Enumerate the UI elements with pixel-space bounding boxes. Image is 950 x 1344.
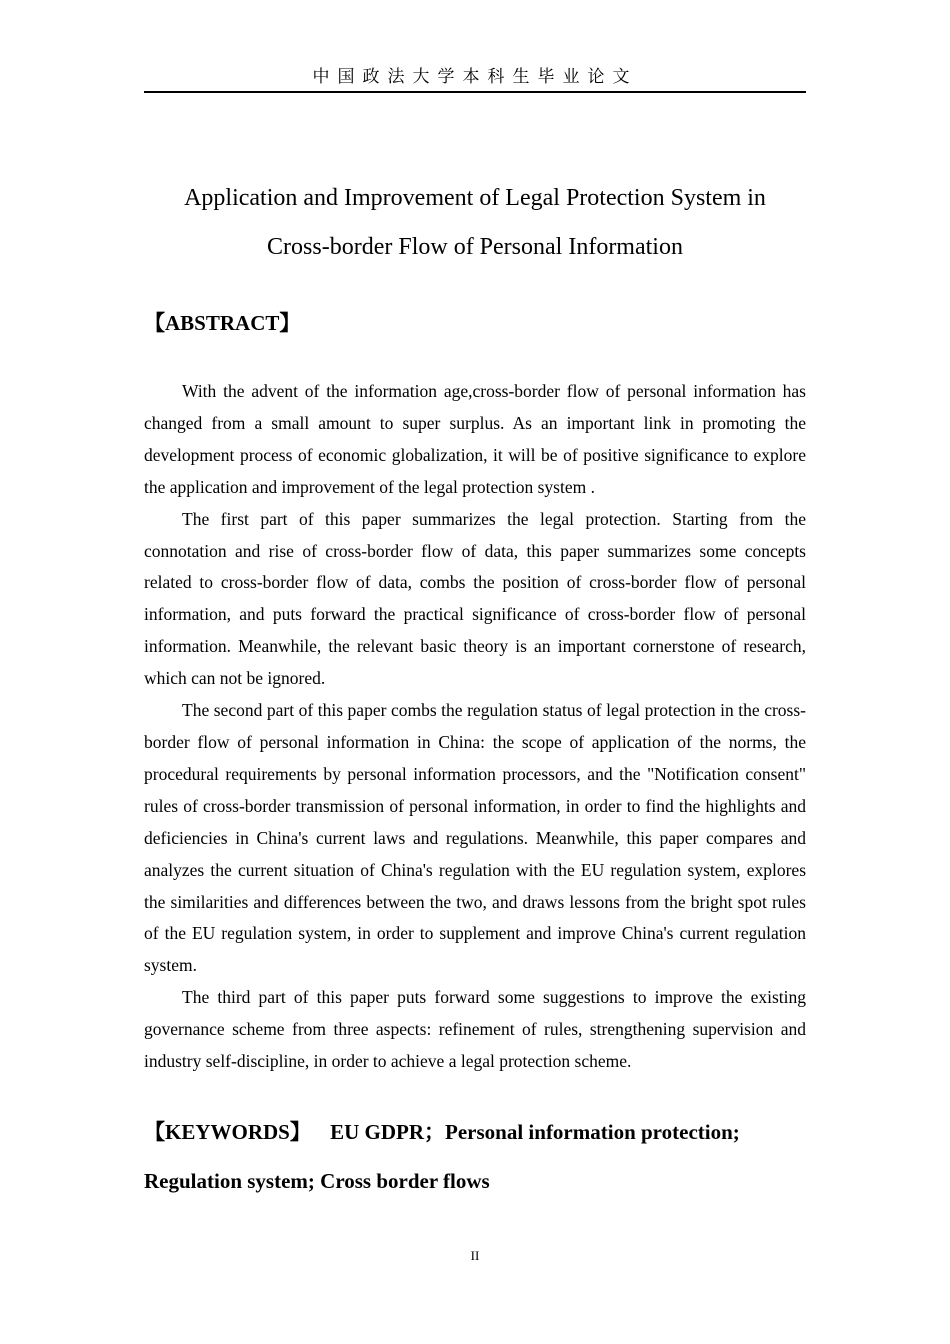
abstract-body [144, 376, 806, 1078]
page-header: 中国政法大学本科生毕业论文 [312, 67, 638, 87]
page-number: II [470, 1248, 480, 1263]
paper-title-line-1: Application and Improvement of Legal Protection System in [184, 185, 766, 211]
abstract-paragraph-3: The second part of this paper combs the regulation status of legal protection in the cross-border flow of personal information in China: the scope of application of the norms, the procedural requirements by personal information processors, and the "Notification consent" rules of cross-border transmission of personal information, in order to find the highlights and deficiencies in China's current laws and regulations. Meanwhile, this paper compares and analyzes the current situation of China's regulation with the EU regulation system, explores the similarities and differences between the two, and draws lessons from the bright spot rules of the EU regulation system, in order to supplement and improve China's current regulation system. [144, 700, 806, 976]
keywords-section [144, 1108, 806, 1206]
paper-title-line-2: Cross-border Flow of Personal Information [267, 234, 683, 260]
keywords-text: EU GDPR；Personal information protection; Regulation system; Cross border flows [144, 1120, 740, 1193]
paper-title [130, 174, 820, 272]
abstract-paragraph-1: With the advent of the information age,cross-border flow of personal information has changed from a small amount to super surplus. As an important link in promoting the development process of economic globalization, it will be of positive significance to explore the application and improvement of the legal protection system . [144, 381, 806, 497]
abstract-heading: 【ABSTRACT】 [144, 311, 301, 335]
abstract-paragraph-2: The first part of this paper summarizes the legal protection. Starting from the connotation and rise of cross-border flow of data, this paper summarizes some concepts related to cross-border flow of data, combs the position of cross-border flow of personal information, and puts forward the practical significance of cross-border flow of personal information. Meanwhile, the relevant basic theory is an important cornerstone of research, which can not be ignored. [144, 508, 806, 689]
header-rule [144, 91, 806, 93]
abstract-paragraph-4: The third part of this paper puts forward some suggestions to improve the existing governance scheme from three aspects: refinement of rules, strengthening supervision and industry self-discipline, in order to achieve a legal protection scheme. [144, 987, 806, 1072]
keywords-heading: 【KEYWORDS】 [144, 1120, 311, 1144]
